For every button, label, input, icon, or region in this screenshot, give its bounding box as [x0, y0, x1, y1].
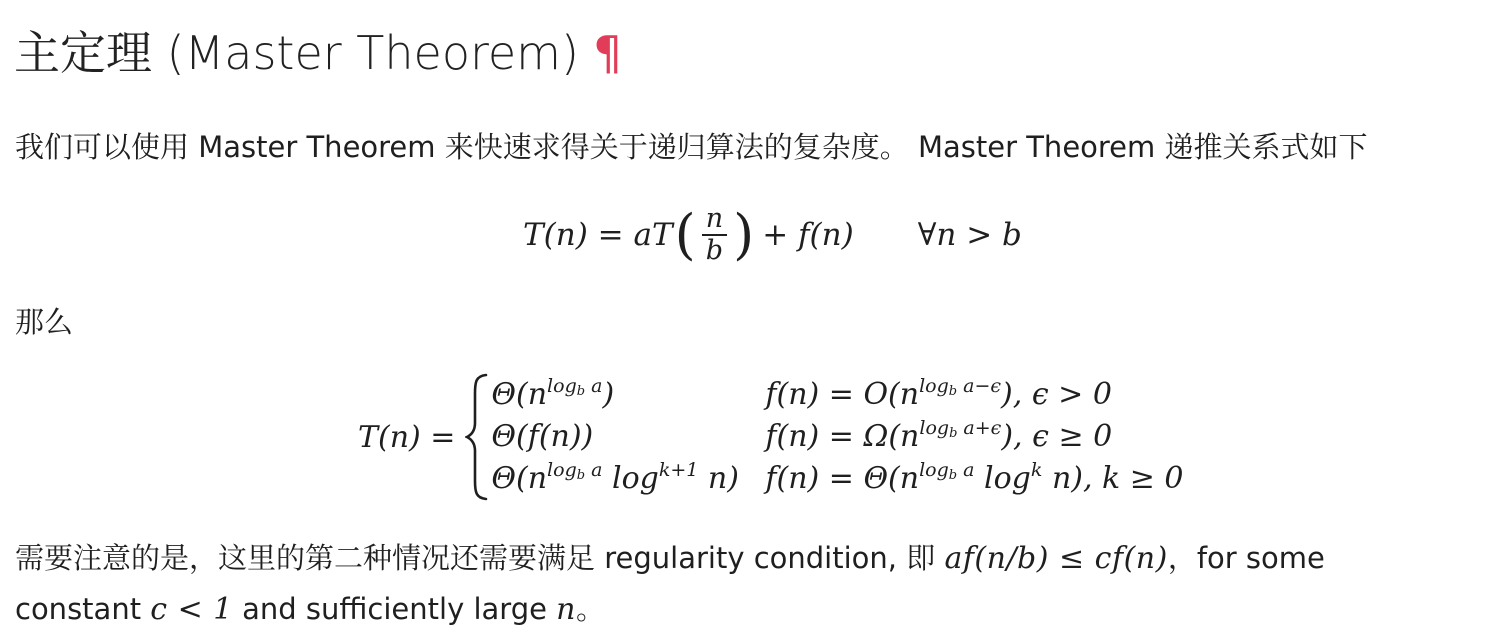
eq1-right-paren: ) — [733, 203, 755, 266]
case-1-result: $\Theta(n^{log_b a})$ — [491, 375, 615, 412]
eq1-denominator: b — [705, 235, 724, 266]
then-paragraph: 那么 — [15, 305, 74, 339]
cases-grid — [491, 374, 1183, 500]
note-line2-middle: and sufficiently large — [232, 592, 557, 626]
note-math-constant: c < 1 — [150, 592, 233, 627]
master-theorem-cases — [358, 372, 1184, 502]
eq1-fraction — [702, 204, 727, 266]
eq1-condition: ∀n > b — [917, 217, 1022, 253]
note-text-after: ，for some — [1167, 541, 1325, 575]
eq1-rhs: + f(n) — [762, 217, 854, 253]
note-math-regularity: af(n/b) ≤ cf(n) — [944, 541, 1168, 576]
case-2-result: Θ(f(n)) — [491, 419, 594, 454]
section-heading — [14, 18, 622, 88]
note-paragraph-line1 — [15, 533, 1325, 584]
case-2-condition: $f(n) = \Omega(n^{log_b a+\epsilon})$, ϵ ≥ 0 — [765, 417, 1113, 454]
note-line2-before: constant — [15, 592, 151, 626]
note-paragraph-line2 — [15, 584, 605, 635]
case-3-result: $\Theta(n^{log_b a}$ $\log^{k+1} n$) — [491, 459, 739, 496]
recurrence-equation — [523, 200, 1022, 270]
case-3-condition: $f(n) = \Theta(n^{log_b a}$ $\log^k n$), k ≥ 0 — [765, 459, 1184, 496]
eq1-lhs: T(n) = aT — [523, 217, 673, 253]
note-math-n: n — [556, 592, 576, 627]
eq1-numerator: n — [702, 204, 727, 236]
eq1-left-paren: ( — [674, 203, 696, 266]
left-brace-icon — [465, 373, 489, 501]
note-text-before: 需要注意的是，这里的第二种情况还需要满足 regularity condition, 即 — [15, 541, 945, 575]
permalink-pilcrow-icon[interactable]: ¶ — [592, 26, 623, 80]
heading-title: 主定理 (Master Theorem) — [14, 26, 579, 80]
intro-paragraph: 我们可以使用 Master Theorem 来快速求得关于递归算法的复杂度。 Master Theorem 递推关系式如下 — [15, 130, 1368, 164]
eq2-lhs: T(n) = — [358, 419, 456, 455]
case-1-condition: $f(n) = O(n^{log_b a-\epsilon})$, ϵ > 0 — [765, 375, 1112, 412]
note-line2-end: 。 — [576, 592, 606, 626]
